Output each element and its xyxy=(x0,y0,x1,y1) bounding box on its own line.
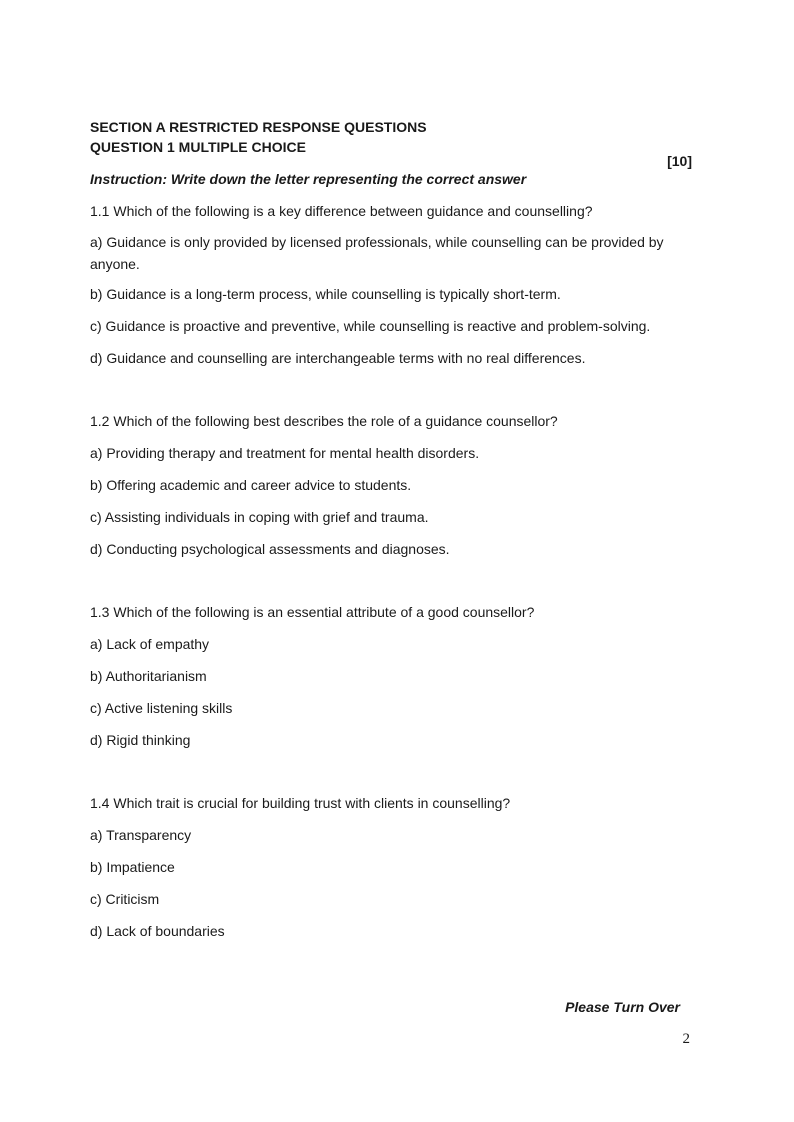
question-1-4-option-d: d) Lack of boundaries xyxy=(90,923,225,939)
please-turn-over: Please Turn Over xyxy=(565,999,680,1015)
question-1-4-stem: 1.4 Which trait is crucial for building trust with clients in counselling? xyxy=(90,795,511,811)
question-1-2-option-c: c) Assisting individuals in coping with grief and trauma. xyxy=(90,509,429,525)
question-1-4-option-a: a) Transparency xyxy=(90,827,192,843)
question-heading: QUESTION 1 MULTIPLE CHOICE xyxy=(90,139,306,155)
section-heading: SECTION A RESTRICTED RESPONSE QUESTIONS xyxy=(90,119,427,135)
question-1-4-option-b: b) Impatience xyxy=(90,859,175,875)
question-1-4-option-c: c) Criticism xyxy=(90,891,160,907)
question-1-1-option-a: a) Guidance is only provided by licensed professionals, while counselling can be provided by anyone. xyxy=(90,234,664,272)
page-number: 2 xyxy=(682,1031,690,1047)
question-1-1-option-d: d) Guidance and counselling are interchangeable terms with no real differences. xyxy=(90,350,586,366)
question-1-1-stem: 1.1 Which of the following is a key difference between guidance and counselling? xyxy=(90,203,593,219)
question-1-2-option-a: a) Providing therapy and treatment for mental health disorders. xyxy=(90,445,480,461)
question-1-1-option-b: b) Guidance is a long-term process, while counselling is typically short-term. xyxy=(90,286,561,302)
question-1-1-option-c: c) Guidance is proactive and preventive, while counselling is reactive and problem-solving. xyxy=(90,318,651,334)
question-1-2-option-b: b) Offering academic and career advice to students. xyxy=(90,477,412,493)
question-1-3-stem: 1.3 Which of the following is an essential attribute of a good counsellor? xyxy=(90,604,535,620)
question-1-3-option-d: d) Rigid thinking xyxy=(90,732,191,748)
question-1-3-option-c: c) Active listening skills xyxy=(90,700,233,716)
question-1-2-stem: 1.2 Which of the following best describes the role of a guidance counsellor? xyxy=(90,413,558,429)
marks-total: [10] xyxy=(667,153,692,169)
question-1-2-option-d: d) Conducting psychological assessments and diagnoses. xyxy=(90,541,450,557)
question-1-3-option-a: a) Lack of empathy xyxy=(90,636,210,652)
question-1-3-option-b: b) Authoritarianism xyxy=(90,668,207,684)
instruction: Instruction: Write down the letter representing the correct answer xyxy=(90,171,527,187)
